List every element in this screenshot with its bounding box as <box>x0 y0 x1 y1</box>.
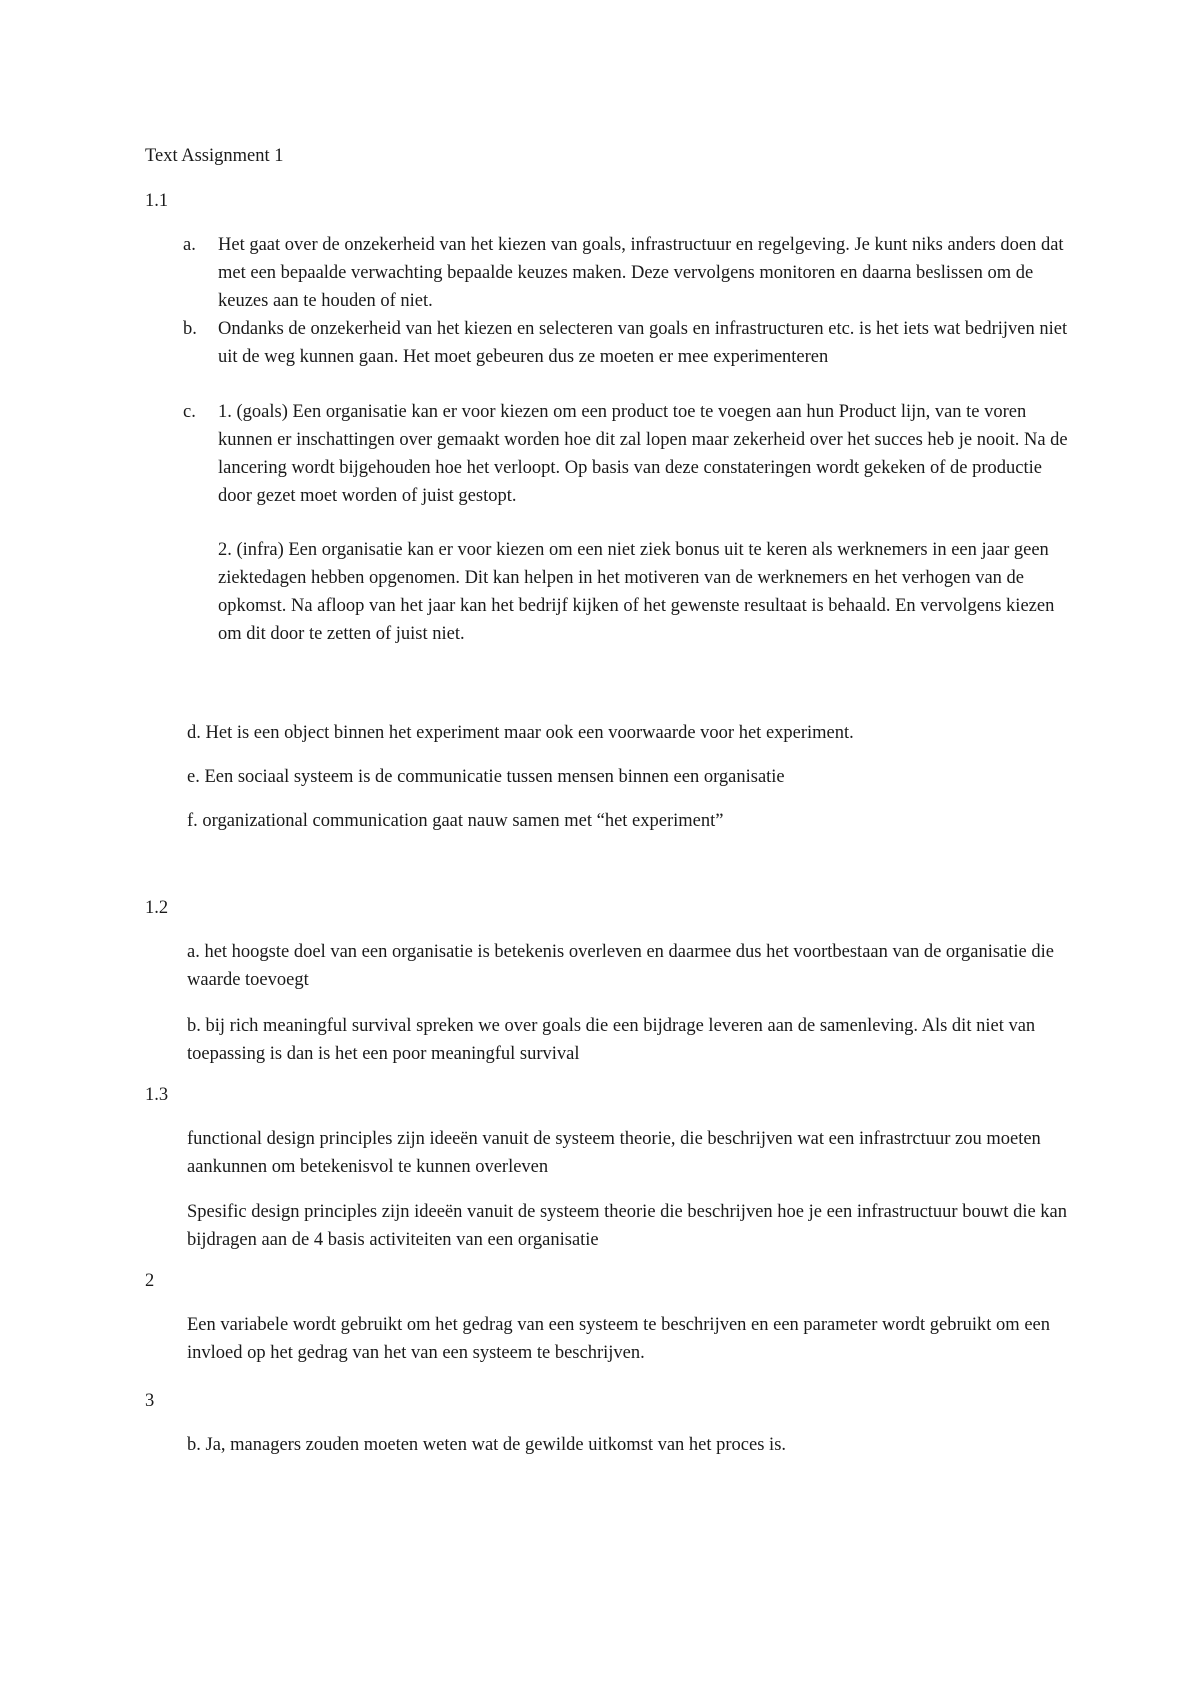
answer-1-3-functional: functional design principles zijn ideeën vanuit de systeem theorie, die beschrijven wat een infrastrctuur zou moeten aankunnen om betekenisvol te kunnen overleven <box>187 1129 1041 1177</box>
answer-3-b: b. Ja, managers zouden moeten weten wat de gewilde uitkomst van het proces is. <box>187 1435 787 1455</box>
answer-2: Een variabele wordt gebruikt om het gedrag van een systeem te beschrijven en een parameter wordt gebruikt om een invloed op het gedrag van het van een systeem te beschrijven. <box>187 1315 1050 1363</box>
list-marker-a: a. <box>183 235 196 255</box>
section-heading-1-2: 1.2 <box>145 898 169 918</box>
answer-1-1-e: e. Een sociaal systeem is de communicatie tussen mensen binnen een organisatie <box>187 767 785 787</box>
section-heading-3: 3 <box>145 1391 155 1411</box>
section-heading-1-3: 1.3 <box>145 1085 169 1105</box>
answer-1-2-b: b. bij rich meaningful survival spreken we over goals die een bijdrage leveren aan de samenleving. Als dit niet van toepassing is dan is het een poor meaningful survival <box>187 1016 1036 1064</box>
answer-1-3-specific: Spesific design principles zijn ideeën vanuit de systeem theorie die beschrijven hoe je een infrastructuur bouwt die kan bijdragen aan de 4 basis activiteiten van een organisatie <box>187 1202 1068 1250</box>
answer-1-1-d: d. Het is een object binnen het experiment maar ook een voorwaarde voor het experiment. <box>187 723 854 743</box>
list-marker-c: c. <box>183 402 196 422</box>
answer-1-2-a: a. het hoogste doel van een organisatie is betekenis overleven en daarmee dus het voortbestaan van de organisatie die waarde toevoegt <box>187 942 1054 990</box>
list-marker-b: b. <box>183 319 197 339</box>
answer-1-1-c-goals: 1. (goals) Een organisatie kan er voor kiezen om een product toe te voegen aan hun Product lijn, van te voren kunnen er inschattingen over gemaakt worden hoe dit zal lopen maar zekerheid over het succes heb je nooit. Na de lancering wordt bijgehouden hoe het verloopt. Op basis van deze constateringen wordt gekeken of de productie door gezet moet worden of juist gestopt. <box>218 402 1068 506</box>
section-heading-1-1: 1.1 <box>145 191 169 211</box>
answer-1-1-b: Ondanks de onzekerheid van het kiezen en selecteren van goals en infrastructuren etc. is het iets wat bedrijven niet uit de weg kunnen gaan. Het moet gebeuren dus ze moeten er mee experimenteren <box>218 319 1068 367</box>
answer-1-1-f: f. organizational communication gaat nauw samen met “het experiment” <box>187 811 724 831</box>
document-title: Text Assignment 1 <box>145 146 284 166</box>
answer-1-1-a: Het gaat over de onzekerheid van het kiezen van goals, infrastructuur en regelgeving. Je kunt niks anders doen dat met een bepaalde verwachting bepaalde keuzes maken. Deze vervolgens monitoren en daarna beslissen om de keuzes aan te houden of niet. <box>218 235 1064 311</box>
section-heading-2: 2 <box>145 1271 155 1291</box>
answer-1-1-c-infra: 2. (infra) Een organisatie kan er voor kiezen om een niet ziek bonus uit te keren als werknemers in een jaar geen ziektedagen hebben opgenomen. Dit kan helpen in het motiveren van de werknemers en het verhogen van de opkomst. Na afloop van het jaar kan het bedrijf kijken of het gewenste resultaat is behaald. En vervolgens kiezen om dit door te zetten of juist niet. <box>218 540 1055 644</box>
